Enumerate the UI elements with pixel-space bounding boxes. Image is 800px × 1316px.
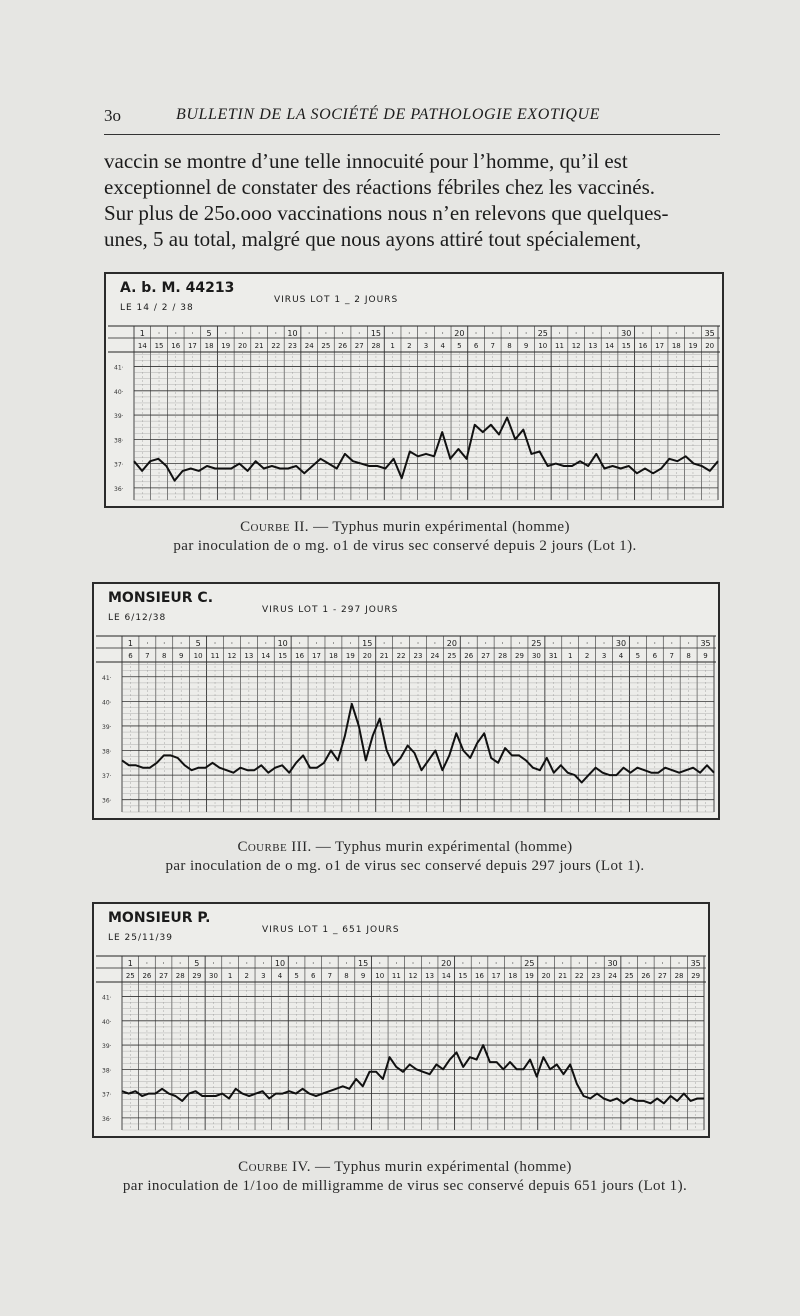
day-number: 15 [362,639,373,648]
date-label: 27 [481,652,491,660]
date-label: 7 [490,342,495,350]
date-label: 22 [271,342,281,350]
date-label: 10 [538,342,548,350]
virus-label: VIRUS LOT 1 _ 651 JOURS [262,925,400,935]
day-dot: · [307,329,311,338]
day-dot: · [298,639,301,648]
date-label: 16 [638,342,648,350]
day-dot: · [478,959,481,968]
day-number: 20 [446,639,457,648]
day-number: 25 [531,639,542,648]
date-label: 17 [655,342,665,350]
temp-label: 41· [102,994,112,1002]
date-label: 6 [652,652,658,660]
day-dot: · [691,329,695,338]
day-number: 35 [700,639,711,648]
caption-iv [60,1158,750,1196]
day-dot: · [382,639,386,648]
date-label: 22 [574,972,584,980]
temp-label: 37· [102,773,112,781]
date-label: 21 [254,342,264,350]
date-label: 10 [193,652,203,660]
date-label: 5 [457,342,462,350]
day-number: 20 [441,959,452,968]
day-dot: · [146,639,149,648]
date-label: 23 [413,652,423,660]
date-label: 30 [208,972,218,980]
date-label: 13 [425,972,435,980]
patient-name: MONSIEUR C. [108,590,214,606]
date-label: 18 [204,342,214,350]
day-dot: · [644,959,648,968]
day-number: 10 [287,329,298,338]
caption-label: Courbe IV. [238,1159,311,1175]
date-label: 11 [210,652,220,660]
chart-date: LE 6/12/38 [108,613,167,623]
day-dot: · [399,639,403,648]
day-dot: · [552,639,555,648]
date-label: 8 [162,652,167,660]
day-dot: · [395,959,398,968]
day-dot: · [653,639,657,648]
day-dot: · [163,639,166,648]
date-label: 22 [396,652,406,660]
date-label: 12 [408,972,418,980]
date-label: 25 [321,342,331,350]
caption-text: par inoculation de o mg. o1 de virus sec conservé depuis 2 jours (Lot 1). [173,538,637,554]
day-dot: · [416,639,420,648]
day-dot: · [658,329,661,338]
date-label: 6 [128,652,133,660]
date-label: 25 [447,652,457,660]
running-header [104,104,720,135]
temp-label: 37· [102,1091,112,1099]
date-label: 7 [145,652,150,660]
date-label: 29 [691,972,701,980]
date-label: 7 [669,652,674,660]
date-label: 25 [624,972,634,980]
day-dot: · [670,639,673,648]
day-dot: · [178,959,182,968]
day-dot: · [324,329,328,338]
date-label: 23 [591,972,601,980]
date-label: 17 [187,342,197,350]
temp-label: 38· [114,437,124,445]
day-dot: · [341,329,344,338]
day-dot: · [561,959,564,968]
date-label: 24 [608,972,618,980]
day-number: 30 [615,639,627,648]
caption-label: Courbe II. [240,519,309,535]
day-dot: · [357,329,361,338]
date-label: 16 [475,972,484,980]
day-number: 5 [206,329,212,338]
date-label: 26 [338,342,348,350]
day-dot: · [424,329,428,338]
date-label: 2 [584,652,590,660]
virus-label: VIRUS LOT 1 _ 2 JOURS [274,295,399,305]
day-number: 30 [607,959,618,968]
day-number: 15 [370,329,382,338]
day-dot: · [411,959,415,968]
temp-label: 41· [114,364,124,372]
date-label: 28 [674,972,684,980]
date-label: 18 [328,652,338,660]
chart-svg [94,584,718,818]
day-dot: · [245,959,248,968]
date-label: 9 [703,652,708,660]
temp-label: 38· [102,1067,112,1075]
day-number: 25 [537,329,548,338]
day-dot: · [467,639,471,648]
day-number: 1 [127,639,134,648]
date-label: 19 [688,342,698,350]
date-label: 3 [423,342,429,350]
date-label: 9 [360,972,366,980]
day-dot: · [328,959,332,968]
day-dot: · [228,959,232,968]
date-label: 8 [344,972,349,980]
day-dot: · [518,639,521,648]
day-dot: · [191,329,194,338]
caption-ii [60,518,750,556]
date-label: 10 [375,972,385,980]
day-dot: · [687,639,690,648]
day-dot: · [491,329,495,338]
day-dot: · [508,329,511,338]
date-label: 4 [277,972,283,980]
day-dot: · [661,959,664,968]
caption-text: — Typhus murin expérimental (homme) [315,1159,572,1175]
day-dot: · [484,639,487,648]
date-label: 26 [464,652,474,660]
date-label: 25 [125,972,135,980]
day-dot: · [578,959,581,968]
day-dot: · [433,639,437,648]
date-label: 29 [515,652,524,660]
day-number: 1 [139,329,145,338]
day-dot: · [558,329,561,338]
day-number: 25 [524,959,535,968]
temp-label: 40· [102,1018,112,1026]
day-dot: · [262,959,265,968]
day-dot: · [264,639,268,648]
date-label: 14 [605,342,615,350]
day-dot: · [179,639,183,648]
date-label: 2 [407,342,412,350]
caption-text: par inoculation de o mg. o1 de virus sec conservé depuis 297 jours (Lot 1). [165,858,645,874]
date-label: 9 [523,342,529,350]
date-label: 2 [244,972,249,980]
day-number: 30 [621,329,632,338]
day-dot: · [213,639,217,648]
date-label: 8 [507,342,512,350]
day-dot: · [494,959,498,968]
day-dot: · [591,329,595,338]
patient-name: A. b. M. 44213 [120,280,235,296]
date-label: 20 [237,342,247,350]
day-number: 15 [358,959,369,968]
date-label: 8 [686,652,691,660]
date-label: 15 [621,342,631,350]
date-label: 28 [371,342,381,350]
day-dot: · [145,959,149,968]
page-number: 3o [104,106,121,125]
date-label: 5 [635,652,641,660]
date-label: 18 [671,342,681,350]
day-dot: · [224,329,228,338]
caption-iii [60,838,750,876]
date-label: 26 [142,972,152,980]
temp-label: 36· [102,797,112,805]
day-number: 35 [704,329,715,338]
date-label: 11 [391,972,401,980]
date-label: 24 [430,652,440,660]
caption-label: Courbe III. [237,839,312,855]
date-label: 23 [288,342,297,350]
date-label: 4 [618,652,624,660]
day-dot: · [585,639,589,648]
day-number: 1 [127,959,133,968]
paragraph-line: exceptionnel de constater des réactions fébriles chez les vaccinés. [104,175,655,199]
date-label: 18 [508,972,518,980]
date-label: 3 [601,652,607,660]
date-label: 7 [327,972,333,980]
date-label: 20 [541,972,551,980]
date-label: 19 [221,342,231,350]
paragraph-line: unes, 5 au total, malgré que nous ayons attiré tout spécialement, [104,227,642,251]
day-number: 35 [690,959,701,968]
day-dot: · [524,329,528,338]
temp-label: 36· [102,1115,112,1123]
temp-label: 39· [114,413,124,421]
day-dot: · [636,639,640,648]
date-label: 20 [362,652,372,660]
paragraph-line: Sur plus de 25o.ooo vaccinations nous n’en relevons que quelques- [104,201,669,225]
date-label: 17 [312,652,321,660]
date-label: 1 [227,972,233,980]
day-dot: · [241,329,244,338]
date-label: 5 [294,972,299,980]
temperature-chart-iii [92,582,720,820]
temperature-chart-ii [104,272,724,508]
day-dot: · [212,959,215,968]
date-label: 24 [304,342,314,350]
date-label: 3 [261,972,266,980]
day-dot: · [311,959,315,968]
day-dot: · [441,329,444,338]
date-label: 27 [159,972,169,980]
date-label: 29 [192,972,202,980]
temp-label: 40· [114,388,124,396]
day-dot: · [174,329,177,338]
day-dot: · [315,639,318,648]
day-dot: · [230,639,234,648]
date-label: 15 [458,972,468,980]
day-dot: · [594,959,598,968]
temp-label: 39· [102,723,112,731]
day-number: 10 [277,639,288,648]
date-label: 13 [244,652,254,660]
day-dot: · [544,959,548,968]
temperature-chart-iv [92,902,710,1138]
date-label: 19 [345,652,355,660]
caption-text: — Typhus murin expérimental (homme) [315,839,573,855]
chart-date: LE 25/11/39 [108,933,173,943]
date-label: 20 [705,342,715,350]
date-label: 21 [379,652,389,660]
date-label: 15 [278,652,288,660]
day-number: 5 [195,639,201,648]
date-label: 11 [555,342,564,350]
temp-label: 37· [114,461,124,469]
date-label: 13 [588,342,598,350]
temp-label: 38· [102,748,112,756]
day-dot: · [408,329,411,338]
day-dot: · [602,639,606,648]
day-dot: · [568,639,572,648]
date-label: 1 [390,342,395,350]
date-label: 1 [567,652,573,660]
day-dot: · [474,329,478,338]
day-dot: · [511,959,515,968]
date-label: 15 [154,342,164,350]
body-paragraph [104,148,720,252]
date-label: 16 [295,652,305,660]
date-label: 12 [227,652,237,660]
day-dot: · [391,329,394,338]
temp-label: 41· [102,674,112,682]
day-dot: · [461,959,465,968]
date-label: 31 [548,652,558,660]
date-label: 14 [441,972,451,980]
day-dot: · [274,329,278,338]
date-label: 26 [641,972,651,980]
date-label: 6 [310,972,316,980]
paragraph-line: vaccin se montre d’une telle innocuité pour l’homme, qu’il est [104,149,628,173]
date-label: 14 [137,342,147,350]
caption-text: par inoculation de 1/1oo de milligramme de virus sec conservé depuis 651 jours (Lot 1). [122,1178,688,1194]
day-dot: · [332,639,335,648]
date-label: 21 [558,972,568,980]
day-dot: · [675,329,678,338]
date-label: 30 [531,652,541,660]
running-title: BULLETIN DE LA SOCIÉTÉ DE PATHOLOGIE EXOTIQUE [176,106,601,123]
virus-label: VIRUS LOT 1 - 297 JOURS [262,605,399,615]
day-dot: · [608,329,611,338]
temp-label: 40· [102,699,112,707]
day-number: 5 [194,959,200,968]
day-dot: · [295,959,298,968]
day-dot: · [257,329,261,338]
date-label: 17 [491,972,501,980]
date-label: 4 [440,342,445,350]
date-label: 28 [498,652,508,660]
patient-name: MONSIEUR P. [108,910,211,926]
day-dot: · [157,329,161,338]
day-dot: · [641,329,645,338]
date-label: 12 [571,342,581,350]
date-label: 19 [524,972,534,980]
date-label: 9 [178,652,184,660]
day-dot: · [162,959,165,968]
temp-label: 36· [114,485,124,493]
date-label: 14 [261,652,271,660]
day-dot: · [247,639,251,648]
date-label: 16 [171,342,181,350]
date-label: 28 [175,972,185,980]
day-dot: · [378,959,382,968]
day-dot: · [627,959,631,968]
day-dot: · [501,639,504,648]
temp-label: 39· [102,1043,112,1051]
day-number: 10 [274,959,286,968]
date-label: 27 [657,972,667,980]
day-dot: · [677,959,681,968]
chart-date: LE 14 / 2 / 38 [120,303,194,313]
chart-svg [106,274,722,506]
caption-text: — Typhus murin expérimental (homme) [313,519,570,535]
day-dot: · [349,639,352,648]
day-dot: · [574,329,578,338]
chart-svg [94,904,708,1136]
day-dot: · [345,959,348,968]
day-dot: · [428,959,431,968]
day-number: 20 [454,329,465,338]
date-label: 27 [354,342,364,350]
date-label: 6 [473,342,479,350]
